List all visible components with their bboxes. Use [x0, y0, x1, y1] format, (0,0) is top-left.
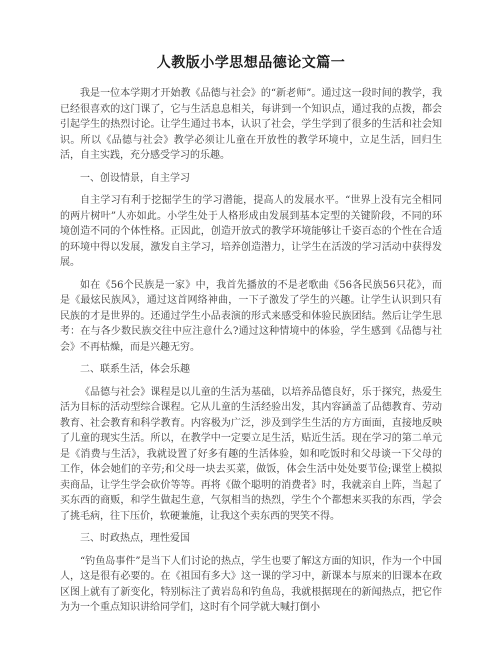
paragraph-section1-b: 如在《56个民族是一家》中，我首先播放的不是老歌曲《56各民族56只花》，而是《最炫民族风》，通过这首网络神曲，一下子激发了学生的兴趣。让学生认识到只有民族的才是世界的。还通过学生小品表演的形式来感受和体验民族团结。然后让学生思考：在与各少数民族交往中应注意什么?通过这种情境中的体验，学生感到《品德与社会》不再枯燥，而是兴趣无穷。: [60, 279, 442, 353]
section-heading-2: 二、联系生活，体会乐趣: [80, 364, 190, 375]
paragraph-section2: 《品德与社会》课程是以儿童的生活为基础，以培养品德良好，乐于探究，热爱生活为目标的活动型综合课程。它从儿童的生活经验出发，其内容涵盖了品德教育、劳动教育、社会教育和科学教育。内容极为广泛，涉及到学生生活的方方面面，直接地反映了儿童的现实生活。所以，在教学中一定要立足生活，贴近生活。现在学习的第二单元是《消费与生活》，我就设置了好多有趣的生活体验，如和吃饭时和父母谈一下父母的工作，体会她们的辛劳;和父母一块去买菜，做饭，体会生活中处处要节俭;课堂上模拟卖商品，让学生学会砍价等等。再将《做个聪明的消费者》时，我就亲自上阵，当起了买东西的商贩，和学生做起生意，气氛相当的热烈，学生个个都想来买我的东西，学会了挑毛病，往下压价，软硬兼施，让我这个卖东西的哭笑不得。: [60, 386, 442, 522]
paragraph-section3: “钓鱼岛事件”是当下人们讨论的热点，学生也要了解这方面的知识，作为一个中国人，这是很有必要的。在《祖国有多大》这一课的学习中，新课本与原来的旧课本在政区图上就有了新变化，特别标注了黄岩岛和钓鱼岛，我就根据现在的新闻热点，把它作为为一个重点知识讲给同学们，这时有个同学就大喊打倒小: [60, 555, 442, 613]
paragraph-section1-a: 自主学习有利于挖掘学生的学习潜能，提高人的发展水平。“世界上没有完全相同的两片树叶”人亦如此。小学生处于人格形成由发展到基本定型的关键阶段，不同的环境创造不同的个体性格。正因此，创造开放式的教学环境能够让千姿百态的个性在合适的环境中得以发展，激发自主学习，培养创造潜力，让学生在活泼的学习活动中获得发展。: [60, 195, 442, 268]
section-heading-3: 三、时政热点，理性爱国: [80, 533, 190, 544]
document-title: 人教版小学思想品德论文篇一: [156, 55, 346, 71]
paragraph-intro: 我是一位本学期才开始教《品德与社会》的“新老师”。通过这一段时间的教学，我已经很喜欢的这门课了，它与生活息息相关，每讲到一个知识点，通过我的点拨，都会引起学生的热烈讨论。让学生通过书本，认识了社会，学生学到了很多的生活和社会知识。所以《品德与社会》教学必须让儿童在开放性的教学环境中，立足生活，回归生活，自主实践，充分感受学习的乐趣。: [60, 88, 442, 161]
section-heading-1: 一、创设情景，自主学习: [80, 172, 190, 184]
